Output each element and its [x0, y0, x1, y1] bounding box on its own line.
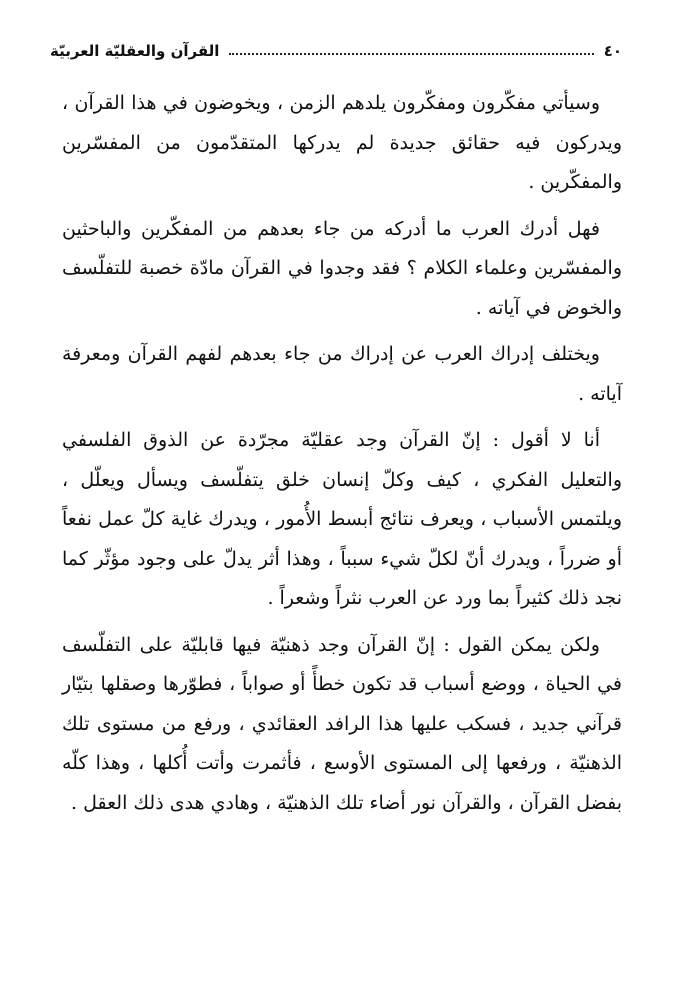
page-number: ٤٠: [603, 42, 622, 60]
running-title: القرآن والعقليّة العربيّة: [50, 42, 220, 60]
header-dotted-leader: [229, 53, 593, 55]
page-header: [50, 34, 622, 60]
paragraph-2: فهل أدرك العرب ما أدركه من جاء بعدهم من المفكّرين والباحثين والمفسّرين وعلماء الكلام ؟ فقد وجدوا في القرآن مادّة خصبة للتفلّسف والخوض في آياته .: [62, 217, 622, 319]
paragraph-1: وسيأتي مفكّرون ومفكّرون يلدهم الزمن ، ويخوضون في هذا القرآن ، ويدركون فيه حقائق جديدة لم يدركها المتقدّمون من المفسّرين والمفكّرين .: [62, 92, 622, 193]
body-text: [62, 84, 622, 830]
paragraph-4: أنا لا أقول : إنّ القرآن وجد عقليّة مجرّدة عن الذوق الفلسفي والتعليل الفكري ، كيف وكلّ إنسان خلق يتفلّسف ويسأل ويعلّل ، ويلتمس الأسباب ، ويعرف نتائج أبسط الأُمور ، ويدرك غاية كلّ عمل نفعاً أو ضرراً ، ويدرك أنّ لكلّ شيء سبباً ، وهذا أثر يدلّ على وجود مؤثّر كما نجد ذلك كثيراً بما ورد عن العرب نثراً وشعراً .: [62, 429, 622, 609]
paragraph-5: ولكن يمكن القول : إنّ القرآن وجد ذهنيّة فيها قابليّة على التفلّسف في الحياة ، ووضع أسباب قد تكون خطأً أو صواباً ، فطوّرها وصقلها بتيّار قرآني جديد ، فسكب عليها هذا الرافد العقائدي ، ورفع من مستوى تلك الذهنيّة ، ورفعها إلى المستوى الأوسع ، فأثمرت وأتت أُكلها ، وهذا كلّه بفضل القرآن ، والقرآن نور أضاء تلك الذهنيّة ، وهادي هدى ذلك العقل .: [62, 633, 622, 814]
paragraph-3: ويختلف إدراك العرب عن إدراك من جاء بعدهم لفهم القرآن ومعرفة آياته .: [62, 343, 622, 405]
